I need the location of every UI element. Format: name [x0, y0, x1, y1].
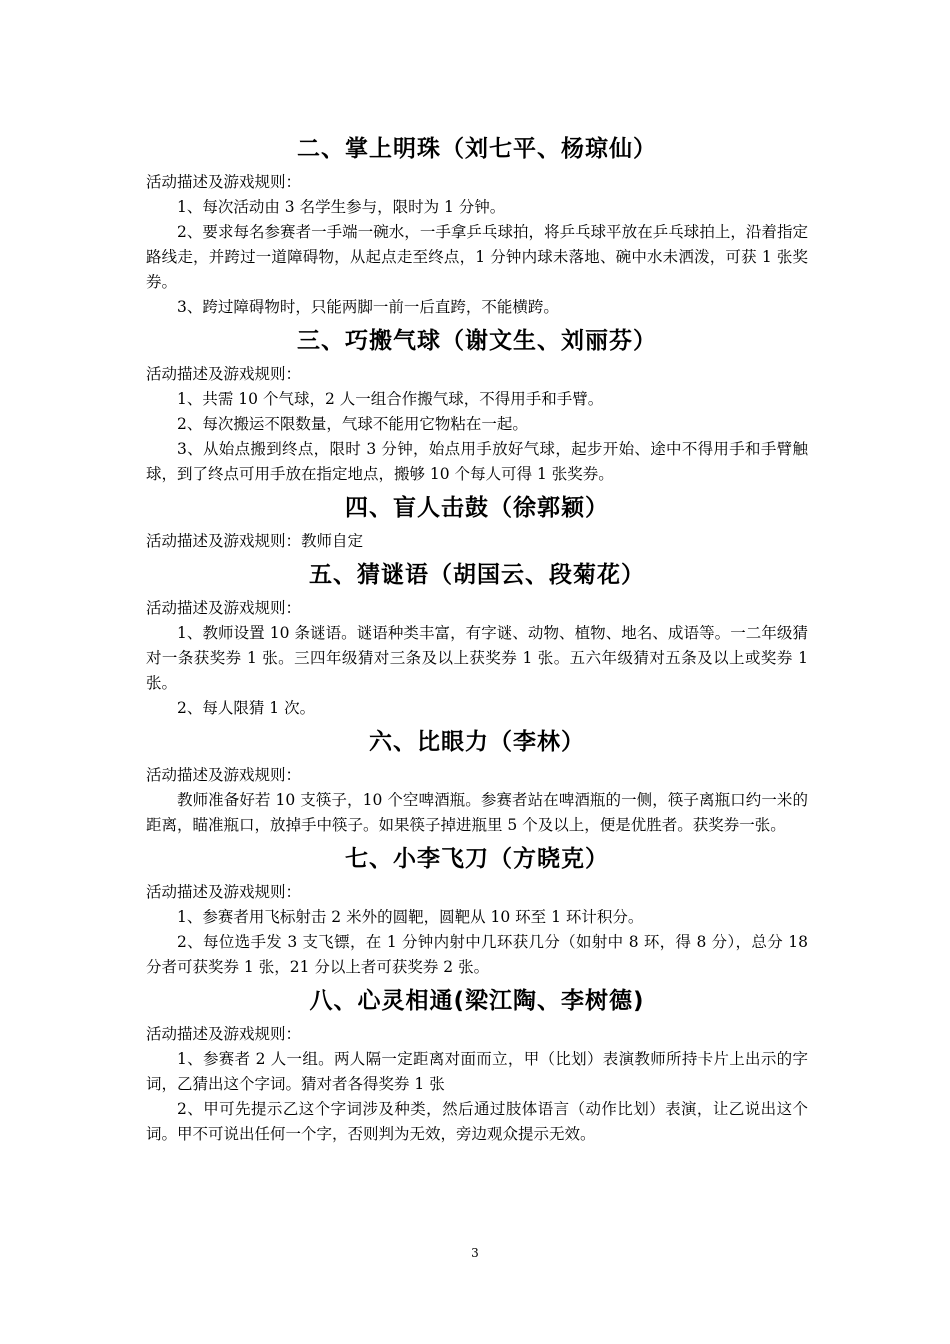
rules-label: 活动描述及游戏规则：: [146, 599, 302, 617]
section-bi-yanli: [146, 725, 808, 838]
rule-paragraph: 2、甲可先提示乙这个字词涉及种类，然后通过肢体语言（动作比划）表演，让乙说出这个词。甲不可说出任何一个字，否则判为无效，旁边观众提示无效。: [146, 1100, 808, 1143]
rule-paragraph: 1、参赛者 2 人一组。两人隔一定距离对面而立，甲（比划）表演教师所持卡片上出示的字词，乙猜出这个字词。猜对者各得奖券 1 张: [146, 1050, 808, 1093]
rule-paragraph: 1、参赛者用飞标射击 2 米外的圆靶，圆靶从 10 环至 1 环计积分。: [177, 908, 644, 926]
rule-paragraph: 3、从始点搬到终点，限时 3 分钟，始点用手放好气球，起步开始、途中不得用手和手臂触球，到了终点可用手放在指定地点，搬够 10 个每人可得 1 张奖券。: [146, 440, 808, 483]
section-title: 七、小李飞刀（方晓克）: [345, 846, 609, 872]
section-title: 六、比眼力（李林）: [369, 729, 585, 755]
section-title: 八、心灵相通(梁江陶、李树德): [309, 988, 645, 1014]
rule-paragraph: 2、每位选手发 3 支飞镖，在 1 分钟内射中几环获几分（如射中 8 环，得 8 分），总分 18 分者可获奖券 1 张，21 分以上者可获奖券 2 张。: [146, 933, 808, 976]
document-page: [146, 128, 808, 1147]
section-zhangshang-mingzhu: [146, 132, 808, 320]
section-title: 三、巧搬气球（谢文生、刘丽芬）: [297, 328, 657, 354]
rule-paragraph: 2、每次搬运不限数量，气球不能用它物粘在一起。: [177, 415, 528, 433]
rules-label: 活动描述及游戏规则：教师自定: [146, 532, 364, 550]
page-number: 3: [471, 1246, 479, 1260]
rules-label: 活动描述及游戏规则：: [146, 365, 302, 383]
rule-paragraph: 教师准备好若 10 支筷子，10 个空啤酒瓶。参赛者站在啤酒瓶的一侧，筷子离瓶口约一米的距离，瞄准瓶口，放掉手中筷子。如果筷子掉进瓶里 5 个及以上，便是优胜者。获奖券一张。: [146, 791, 808, 834]
rule-paragraph: 1、每次活动由 3 名学生参与，限时为 1 分钟。: [177, 198, 506, 216]
rule-paragraph: 1、共需 10 个气球，2 人一组合作搬气球，不得用手和手臂。: [177, 390, 604, 408]
section-mangren-jigu: [146, 491, 808, 554]
section-title: 五、猜谜语（胡国云、段菊花）: [309, 562, 645, 588]
rules-label: 活动描述及游戏规则：: [146, 173, 302, 191]
rule-paragraph: 2、每人限猜 1 次。: [177, 699, 316, 717]
rules-label: 活动描述及游戏规则：: [146, 766, 302, 784]
section-qiaoban-qiqiu: [146, 324, 808, 487]
rules-label: 活动描述及游戏规则：: [146, 883, 302, 901]
section-xinling-xiangtong: [146, 984, 808, 1147]
rule-paragraph: 2、要求每名参赛者一手端一碗水，一手拿乒乓球拍，将乒乓球平放在乒乓球拍上，沿着指定路线走，并跨过一道障碍物，从起点走至终点，1 分钟内球未落地、碗中水未洒泼，可获 1 张奖券。: [146, 223, 808, 291]
section-cai-miyu: [146, 558, 808, 721]
rule-paragraph: 3、跨过障碍物时，只能两脚一前一后直跨，不能横跨。: [177, 298, 559, 316]
section-xiaoli-feidao: [146, 842, 808, 980]
section-title: 二、掌上明珠（刘七平、杨琼仙）: [297, 136, 657, 162]
section-title: 四、盲人击鼓（徐郭颖）: [345, 495, 609, 521]
rule-paragraph: 1、教师设置 10 条谜语。谜语种类丰富，有字谜、动物、植物、地名、成语等。一二年级猜对一条获奖券 1 张。三四年级猜对三条及以上获奖券 1 张。五六年级猜对五条及以上或奖券 1 张。: [146, 624, 808, 692]
rules-label: 活动描述及游戏规则：: [146, 1025, 302, 1043]
